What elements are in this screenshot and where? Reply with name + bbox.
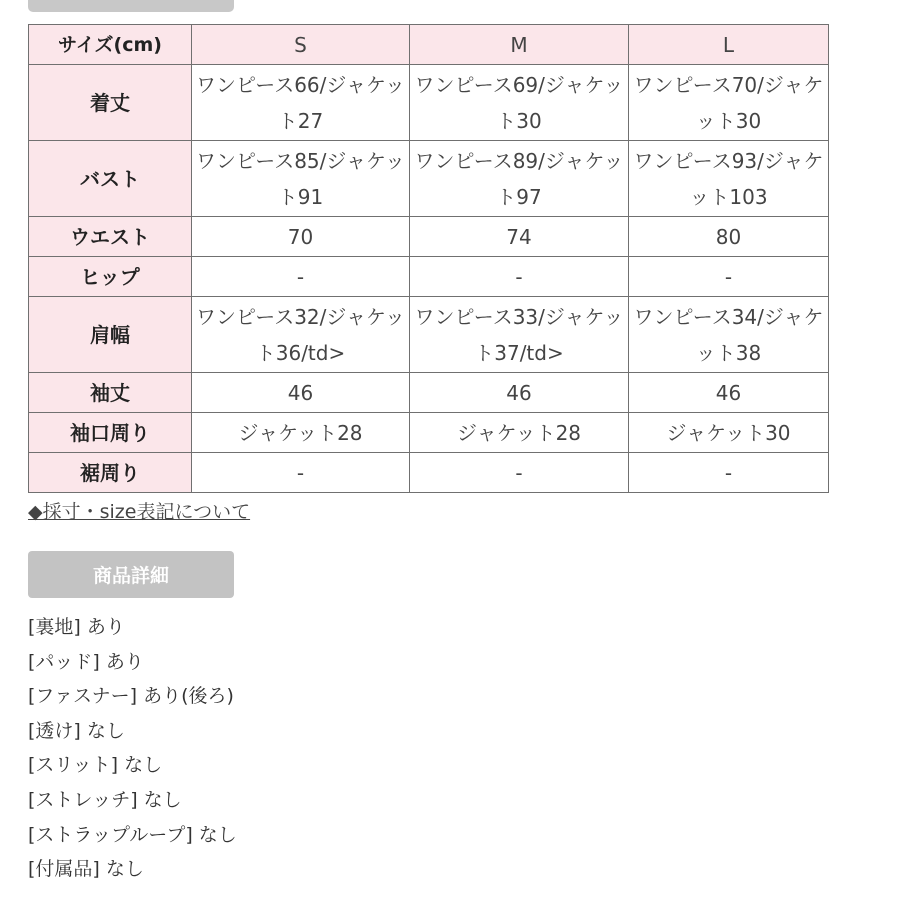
row-label: 裾周り [29,453,192,493]
table-cell: - [192,453,410,493]
table-cell: 46 [629,373,829,413]
table-cell: ワンピース32/ジャケット36/td> [192,297,410,373]
table-row [29,373,829,413]
table-cell: - [410,257,629,297]
size-table-header-row [29,25,829,65]
size-header-label: サイズ(cm) [29,25,192,65]
size-column-l: L [629,25,829,65]
table-cell: ワンピース70/ジャケット30 [629,65,829,141]
table-cell: ワンピース85/ジャケット91 [192,141,410,217]
size-table [28,24,829,493]
row-label: ウエスト [29,217,192,257]
table-cell: ワンピース33/ジャケット37/td> [410,297,629,373]
table-cell: 74 [410,217,629,257]
table-cell: - [192,257,410,297]
table-row [29,217,829,257]
details-list [28,610,237,887]
table-cell: ワンピース66/ジャケット27 [192,65,410,141]
list-item: [裏地] あり [28,616,125,638]
table-cell: ワンピース69/ジャケット30 [410,65,629,141]
table-cell: 46 [410,373,629,413]
list-item: [パッド] あり [28,650,144,673]
list-item: [付属品] なし [28,858,144,881]
table-row [29,413,829,453]
row-label: 袖口周り [29,413,192,453]
row-label: 肩幅 [29,297,192,373]
list-item: [ストラップループ] なし [28,823,237,846]
list-item: [ファスナー] あり(後ろ) [28,685,234,708]
size-column-m: M [410,25,629,65]
table-cell: 80 [629,217,829,257]
table-row [29,453,829,493]
list-item: [スリット] なし [28,754,163,777]
table-cell: ワンピース93/ジャケット103 [629,141,829,217]
size-column-s: S [192,25,410,65]
table-cell: ジャケット28 [192,413,410,453]
table-cell: 46 [192,373,410,413]
table-cell: ジャケット28 [410,413,629,453]
table-row [29,141,829,217]
previous-section-tab [28,0,234,12]
row-label: 袖丈 [29,373,192,413]
table-cell: ジャケット30 [629,413,829,453]
details-section-title: 商品詳細 [28,551,234,598]
table-cell: ワンピース34/ジャケット38 [629,297,829,373]
table-cell: 70 [192,217,410,257]
list-item: [透け] なし [28,719,125,742]
table-row [29,257,829,297]
list-item: [ストレッチ] なし [28,788,182,811]
table-row [29,297,829,373]
table-cell: - [629,257,829,297]
row-label: バスト [29,141,192,217]
table-row [29,65,829,141]
row-label: ヒップ [29,257,192,297]
size-note-link[interactable]: ◆採寸・size表記について [28,501,251,523]
table-cell: - [629,453,829,493]
row-label: 着丈 [29,65,192,141]
table-cell: - [410,453,629,493]
table-cell: ワンピース89/ジャケット97 [410,141,629,217]
